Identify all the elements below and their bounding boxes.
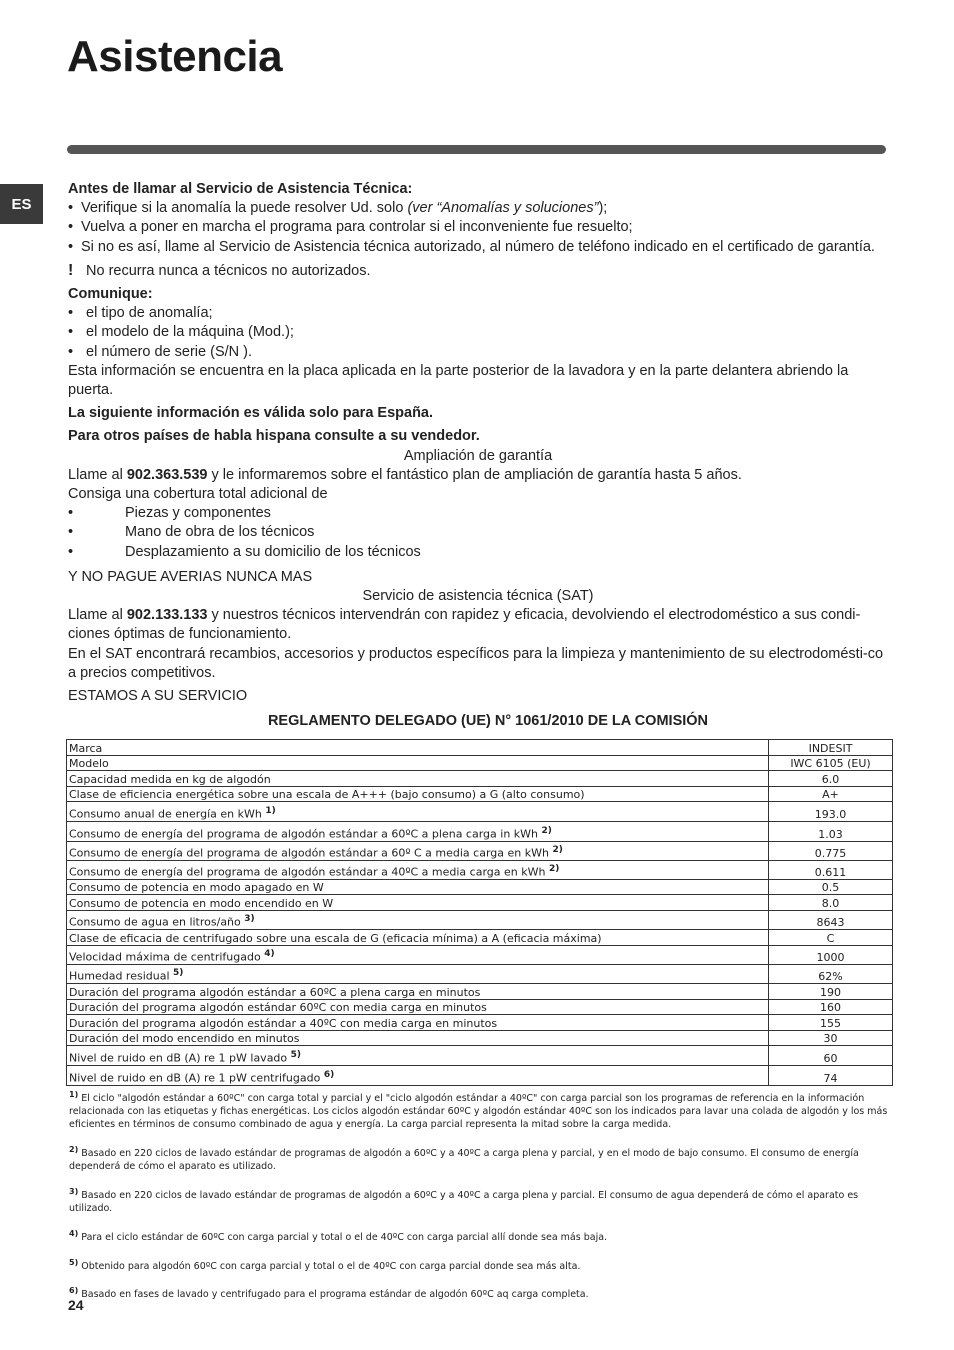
page-number: 24 [68, 1297, 84, 1313]
warranty-call [68, 466, 888, 485]
footnote-mark: 6) [69, 1285, 79, 1295]
footnote-mark: 4) [69, 1229, 79, 1239]
spec-label [67, 1046, 769, 1066]
warranty-phone: 902.363.539 [126, 466, 208, 483]
spec-label-text: Consumo de potencia en modo encendido en W [69, 897, 334, 910]
spec-label-text: Duración del modo encendido en minutos [69, 1032, 300, 1045]
list-item: • el número de serie (S/N ). [68, 343, 888, 362]
other-countries-note: Para otros países de habla hispana consulte a su vendedor. [68, 428, 480, 445]
call-pre: Llame al [68, 607, 127, 624]
footnote-ref: 2) [541, 826, 552, 837]
spec-value: 60 [769, 1046, 893, 1066]
list-item: • el modelo de la máquina (Mod.); [68, 323, 888, 342]
spec-label [67, 1066, 769, 1086]
table-row [67, 984, 893, 1000]
regulation-table [66, 739, 893, 1086]
spain-note: La siguiente información es válida solo para España. [68, 405, 434, 422]
spec-label-text: Consumo de energía del programa de algodón estándar a 60ºC a plena carga in kWh [69, 828, 539, 841]
list-item: • Desplazamiento a su domicilio de los técnicos [68, 543, 888, 562]
see-reference: (ver “Anomalías y soluciones” [407, 200, 599, 217]
footnote-mark: 3) [69, 1187, 79, 1197]
spec-value: C [769, 930, 893, 946]
table-row [67, 880, 893, 895]
spec-value: 0.611 [769, 861, 893, 880]
spec-label [67, 946, 769, 965]
spec-label [67, 1000, 769, 1015]
exclamation-icon: ! [68, 261, 74, 279]
spec-label [67, 771, 769, 787]
spec-value: 1000 [769, 946, 893, 965]
communicate-list [68, 304, 888, 362]
footnote-mark: 5) [69, 1257, 79, 1267]
footnote-mark: 1) [69, 1090, 79, 1099]
spec-value: INDESIT [769, 740, 893, 756]
spec-label [67, 1015, 769, 1031]
spec-value: 193.0 [769, 802, 893, 822]
list-item: • Mano de obra de los técnicos [68, 523, 888, 542]
spec-label-text: Consumo anual de energía en kWh [69, 808, 262, 821]
spec-value: 160 [769, 1000, 893, 1015]
spec-value: A+ [769, 787, 893, 802]
footnote-mark: 2) [69, 1145, 79, 1155]
footnote-text: Para el ciclo estándar de 60ºC con carga parcial y total o el de 40ºC con carga parcial allí donde sea más baja. [81, 1232, 608, 1244]
table-row [67, 740, 893, 756]
spec-label [67, 842, 769, 861]
spec-label-text: Clase de eficiencia energética sobre una escala de A+++ (bajo consumo) a G (alto consumo) [69, 788, 585, 801]
spec-label-text: Consumo de energía del programa de algodón estándar a 40ºC a media carga en kWh [69, 866, 546, 879]
spec-value: 6.0 [769, 771, 893, 787]
spec-label-text: Velocidad máxima de centrifugado [69, 951, 261, 964]
spec-label [67, 880, 769, 895]
spec-value: 62% [769, 965, 893, 984]
footnote-ref: 4) [264, 949, 275, 960]
spec-label [67, 740, 769, 756]
spec-value: 190 [769, 984, 893, 1000]
spec-label [67, 911, 769, 930]
warranty-heading: Ampliación de garantía [403, 447, 553, 464]
footnote-ref: 3) [244, 914, 255, 925]
footnote-text: Obtenido para algodón 60ºC con carga parcial y total o el de 40ºC con carga parcial donde sea más alta. [81, 1260, 581, 1272]
communicate-heading: Comunique: [68, 286, 153, 303]
call-pre: Llame al [68, 466, 127, 483]
before-calling-heading: Antes de llamar al Servicio de Asistencia Técnica: [68, 181, 413, 197]
footnote-ref: 5) [290, 1050, 302, 1061]
sat-call [68, 606, 888, 644]
sat-phone: 902.133.133 [126, 607, 208, 624]
call-post: y nuestros técnicos intervendrán con rapidez y eficacia, devolviendo el electrodoméstico a sus condi-ciones óptimas de funcionamiento. [68, 607, 861, 643]
spec-label [67, 787, 769, 802]
table-row [67, 771, 893, 787]
table-row [67, 930, 893, 946]
plate-info: Esta información se encuentra en la placa aplicada en la parte posterior de la lavadora y en la parte delantera abriendo la puerta. [68, 362, 849, 399]
spec-label-text: Consumo de potencia en modo apagado en W [69, 881, 324, 894]
spec-label-text: Duración del programa algodón estándar 60ºC con media carga en minutos [69, 1001, 487, 1014]
spec-label [67, 1031, 769, 1046]
footnote [69, 1284, 889, 1301]
footnotes [69, 1088, 889, 1301]
warning-text: No recurra nunca a técnicos no autorizados. [86, 262, 371, 279]
before-calling-list [68, 199, 888, 257]
warning-note [68, 261, 888, 281]
table-row [67, 1015, 893, 1031]
table-row [67, 1000, 893, 1015]
spec-value: 1.03 [769, 822, 893, 842]
footnote [69, 1227, 889, 1244]
sat-heading: Servicio de asistencia técnica (SAT) [362, 588, 594, 605]
footnote-ref: 5) [173, 968, 184, 979]
spec-label [67, 802, 769, 822]
item-text: Verifique si la anomalía la puede resolver Ud. solo [81, 200, 408, 217]
spec-label-text: Consumo de energía del programa de algodón estándar a 60º C a media carga en kWh [69, 847, 549, 860]
language-tab: ES [0, 184, 43, 224]
table-row [67, 911, 893, 930]
footnote-ref: 1) [265, 806, 276, 817]
spec-label-text: Nivel de ruido en dB (A) re 1 pW centrifugado [69, 1072, 321, 1085]
table-row [67, 1066, 893, 1086]
coverage-list [68, 504, 888, 562]
spec-value: 0.775 [769, 842, 893, 861]
spec-label-text: Duración del programa algodón estándar a 40ºC con media carga en minutos [69, 1017, 498, 1030]
spec-label [67, 895, 769, 911]
table-row [67, 946, 893, 965]
spec-label-text: Modelo [69, 757, 109, 770]
footnote-text: Basado en 220 ciclos de lavado estándar de programas de algodón a 60ºC y a 40ºC a carga plena y parcial. El consumo de agua dependerá de cómo el aparato es utilizado. [69, 1190, 859, 1215]
footnote-ref: 2) [552, 845, 563, 856]
spec-label [67, 984, 769, 1000]
call-post: y le informaremos sobre el fantástico plan de ampliación de garantía hasta 5 años. [207, 466, 742, 483]
item-text-end: ); [598, 200, 608, 217]
spec-label [67, 822, 769, 842]
table-row [67, 861, 893, 880]
footnote [69, 1143, 889, 1173]
spec-label-text: Capacidad medida en kg de algodón [69, 773, 271, 786]
footnote-text: El ciclo "algodón estándar a 60ºC" con carga total y parcial y el "ciclo algodón estándar a 40ºC" con carga parcial son los programas de referencia en la información relacionada con las etiquetas y fichas energéticas. Los ciclos algodón estándar 60ºC y algodón estándar 40ºC son los indicados para lavar una colada de algodón y los más eficientes en términos de consumo combinado de agua y energía. La carga parcial representa la mitad sobre la carga medida. [69, 1093, 888, 1131]
spec-value: 30 [769, 1031, 893, 1046]
table-row [67, 842, 893, 861]
table-row [67, 802, 893, 822]
list-item: • Si no es así, llame al Servicio de Asistencia técnica autorizado, al número de teléfono indicado en el certificado de garantía. [68, 238, 888, 257]
footnote-text: Basado en 220 ciclos de lavado estándar de programas de algodón a 60ºC y a 40ºC a carga plena y parcial, y en el modo de bajo consumo. El consumo de energía dependerá de cómo el aparato es utilizado. [69, 1148, 859, 1173]
footnote-ref: 6) [323, 1070, 335, 1081]
regulation-title: REGLAMENTO DELEGADO (UE) N° 1061/2010 DE LA COMISIÓN [267, 713, 709, 730]
spec-value: IWC 6105 (EU) [769, 756, 893, 771]
spec-label-text: Marca [69, 742, 103, 755]
page-title: Asistencia [67, 32, 283, 81]
footnote [69, 1185, 889, 1215]
footnote [69, 1088, 889, 1131]
title-divider [67, 145, 886, 154]
list-item: • Piezas y componentes [68, 504, 888, 523]
spec-label [67, 930, 769, 946]
list-item: • Vuelva a poner en marcha el programa para controlar si el inconveniente fue resuelto; [68, 218, 888, 237]
spec-label [67, 756, 769, 771]
spec-value: 8.0 [769, 895, 893, 911]
table-row [67, 1046, 893, 1066]
footnote [69, 1256, 889, 1273]
table-row [67, 1031, 893, 1046]
warranty-slogan: Y NO PAGUE AVERIAS NUNCA MAS [68, 568, 313, 585]
spec-label-text: Duración del programa algodón estándar a 60ºC a plena carga en minutos [69, 986, 481, 999]
table-row [67, 895, 893, 911]
spec-label-text: Nivel de ruido en dB (A) re 1 pW lavado [69, 1052, 288, 1065]
spec-label [67, 965, 769, 984]
spec-value: 74 [769, 1066, 893, 1086]
table-row [67, 787, 893, 802]
list-item: • el tipo de anomalía; [68, 304, 888, 323]
spec-value: 155 [769, 1015, 893, 1031]
table-row [67, 965, 893, 984]
table-row [67, 756, 893, 771]
regulation-table-body [67, 740, 893, 1086]
main-content [68, 180, 888, 731]
spec-value: 0.5 [769, 880, 893, 895]
list-item [68, 199, 888, 218]
sat-shop: En el SAT encontrará recambios, accesorios y productos específicos para la limpieza y mantenimiento de su electrodomésti-co a precios competitivos. [68, 645, 884, 681]
warranty-coverage: Consiga una cobertura total adicional de [68, 486, 328, 503]
spec-label-text: Clase de eficacia de centrifugado sobre una escala de G (eficacia mínima) a A (eficacia máxima) [69, 932, 602, 945]
spec-value: 8643 [769, 911, 893, 930]
table-row [67, 822, 893, 842]
footnote-ref: 2) [548, 864, 560, 875]
sat-slogan: ESTAMOS A SU SERVICIO [68, 688, 248, 705]
spec-label [67, 861, 769, 880]
spec-label-text: Humedad residual [69, 970, 170, 983]
spec-label-text: Consumo de agua en litros/año [69, 916, 241, 929]
footnote-text: Basado en fases de lavado y centrifugado para el programa estándar de algodón 60ºC aq carga completa. [81, 1288, 589, 1300]
